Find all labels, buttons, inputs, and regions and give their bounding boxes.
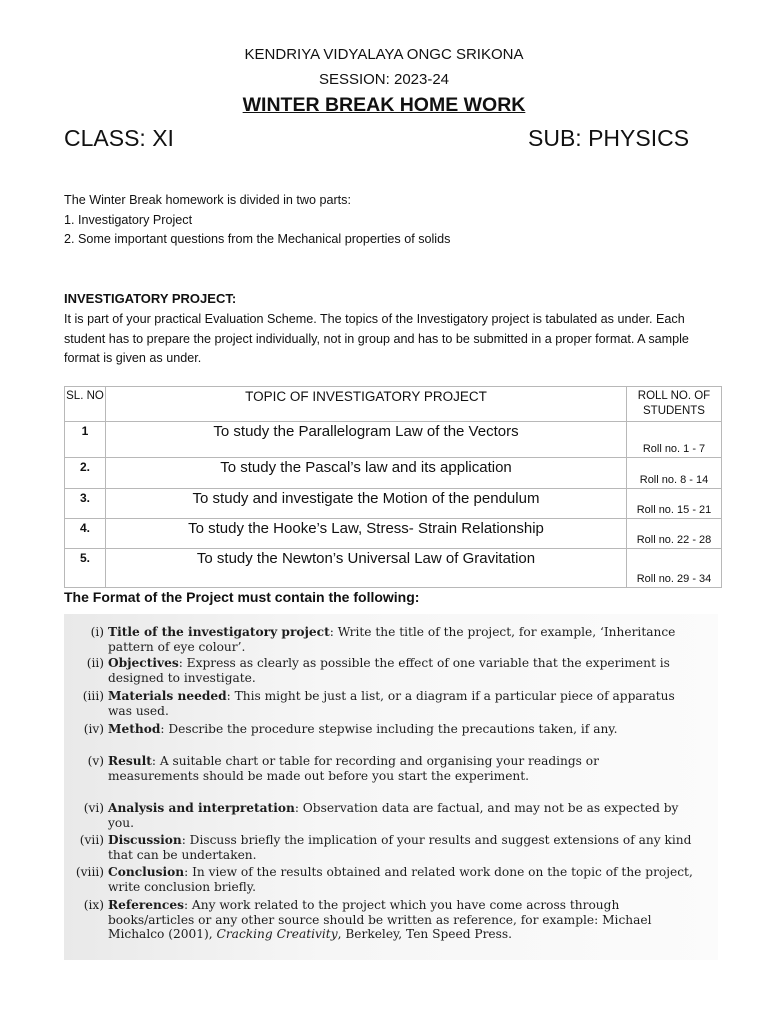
subject-label: SUB: PHYSICS [528,125,690,151]
intro-line: The Winter Break homework is divided in two parts: [64,193,351,207]
row-sl: 2. [65,458,106,489]
section-heading: INVESTIGATORY PROJECT: [64,291,237,306]
item-text-tail: , Berkeley, Ten Speed Press. [337,927,513,942]
item-text: : Write the title of the project, for example, ‘Inheritance pattern of eye colour’. [108,625,676,654]
item-number: (vii) [79,833,104,847]
intro-item: 1. Investigatory Project [64,213,193,227]
row-sl: 5. [65,549,106,588]
table-header-row [65,387,722,422]
item-term: Conclusion [108,865,185,879]
item-term: Analysis and interpretation [108,801,295,815]
row-sl: 1 [65,422,106,458]
item-term: Method [108,722,161,736]
cropped-top-line [104,614,108,621]
format-heading: The Format of the Project must contain the following: [64,589,420,605]
row-roll: Roll no. 22 - 28 [627,519,722,549]
table-row [65,458,722,489]
table-row [65,549,722,588]
column-header-sl: SL. NO [65,387,106,422]
item-number: (ii) [86,656,104,670]
item-term: References [108,898,184,912]
item-term: Title of the investigatory project [108,625,330,639]
row-sl: 3. [65,489,106,519]
item-number: (v) [87,754,104,768]
row-topic: To study the Pascal’s law and its application [106,458,627,489]
item-number: (iii) [82,689,104,703]
item-term: Result [108,754,152,768]
intro-item: 2. Some important questions from the Mechanical properties of solids [64,232,451,246]
item-number: (ix) [83,898,104,912]
scanned-format-excerpt [64,614,718,960]
item-number: (vi) [83,801,104,815]
item-book-title: Cracking Creativity [216,927,338,942]
school-name: KENDRIYA VIDYALAYA ONGC SRIKONA [244,46,524,63]
column-header-roll: ROLL NO. OF STUDENTS [627,387,722,422]
row-sl: 4. [65,519,106,549]
item-text: : Discuss briefly the implication of your results and suggest extensions of any kind that can be undertaken. [108,833,692,862]
item-number: (iv) [83,722,104,736]
item-term: Discussion [108,833,182,847]
topics-table [64,386,722,588]
row-roll: Roll no. 1 - 7 [627,422,722,458]
item-term: Objectives [108,656,179,670]
item-text: : Express as clearly as possible the effect of one variable that the experiment is designed to investigate. [108,656,670,685]
column-header-topic: TOPIC OF INVESTIGATORY PROJECT [106,387,627,422]
item-text: : Any work related to the project which you have come across through books/articles or any other source should be written as reference, for example: Michael Michalco (2001), [108,898,652,942]
row-topic: To study the Parallelogram Law of the Vectors [106,422,627,458]
item-text: : In view of the results obtained and related work done on the topic of the project, write conclusion briefly. [108,865,693,894]
item-term: Materials needed [108,689,227,703]
item-number: (i) [90,625,104,639]
section-paragraph: It is part of your practical Evaluation Scheme. The topics of the Investigatory project is tabulated as under. Each student has to prepare the project individually, not in group and has to be submitted in a proper format. A sample format is given as under. [64,312,689,366]
item-number: (viii) [75,865,104,879]
table-row [65,519,722,549]
item-text: : Describe the procedure stepwise including the precautions taken, if any. [160,722,618,736]
item-text: : Observation data are factual, and may not be as expected by you. [108,801,679,830]
row-roll: Roll no. 15 - 21 [627,489,722,519]
table-row [65,489,722,519]
session-label: SESSION: 2023-24 [318,71,450,88]
row-roll: Roll no. 8 - 14 [627,458,722,489]
page-title: WINTER BREAK HOME WORK [242,94,526,116]
item-text: : This might be just a list, or a diagram if a particular piece of apparatus was used. [108,689,675,718]
row-topic: To study and investigate the Motion of the pendulum [106,489,627,519]
item-text: : A suitable chart or table for recording and organising your readings or measurements should be made out before you start the experiment. [108,754,599,783]
row-roll: Roll no. 29 - 34 [627,549,722,588]
row-topic: To study the Newton’s Universal Law of Gravitation [106,549,627,588]
class-label: CLASS: XI [64,125,174,151]
table-row [65,422,722,458]
row-topic: To study the Hooke’s Law, Stress- Strain Relationship [106,519,627,549]
